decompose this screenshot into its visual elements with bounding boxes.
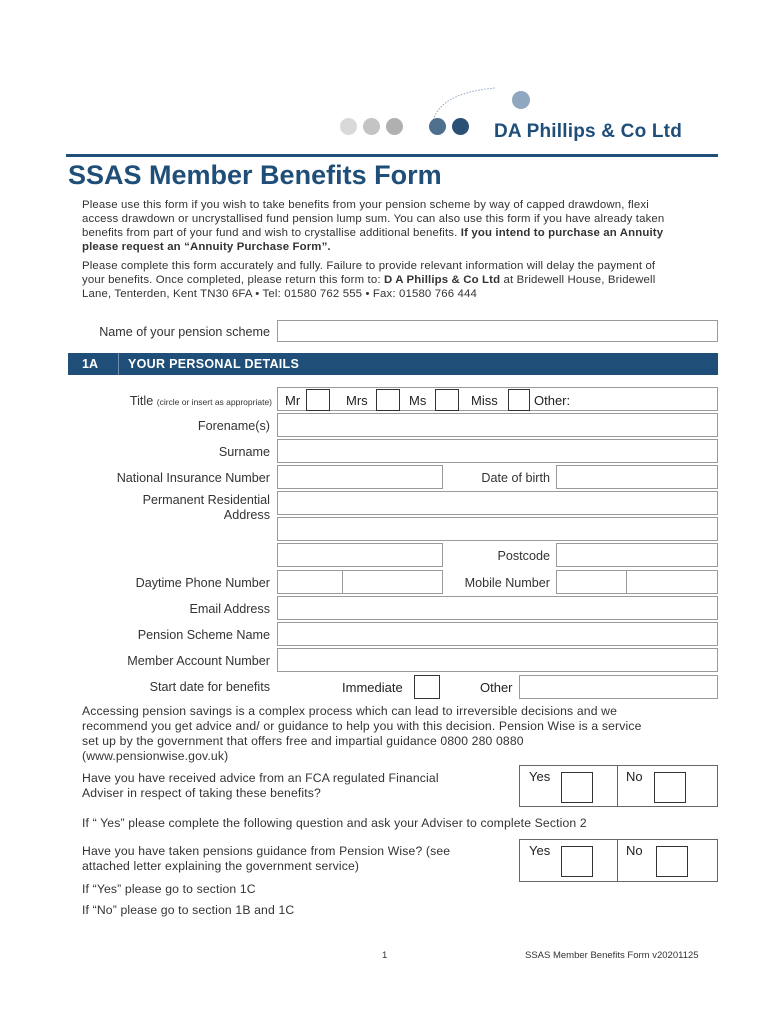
question-fca-advice: Have you have received advice from an FCA regulated Financial Adviser in respect of taking these benefits? [82,771,439,800]
forenames-input[interactable] [277,413,718,437]
question-pension-wise: Have you have taken pensions guidance from Pension Wise? (see attached letter explaining the government service) [82,844,451,873]
guidance-line: Accessing pension savings is a complex process which can lead to irreversible decisions and we [82,704,618,718]
form-title: SSAS Member Benefits Form [68,160,442,190]
guidance-line: recommend you get advice and/ or guidance to help you with this decision. Pension Wise is a service [82,719,642,733]
title-option-miss[interactable]: Miss [471,393,498,408]
logo-dot-icon [429,118,446,135]
title-checkbox-mrs[interactable] [376,389,400,411]
forenames-label: Forename(s) [197,419,270,433]
intro-line: Please complete this form accurately and fully. Failure to provide relevant information will delay the payment of [82,260,656,272]
title-option-other[interactable]: Other: [534,393,571,408]
title-checkbox-mr[interactable] [306,389,330,411]
title-hint: (circle or insert as appropriate) [156,397,272,407]
annuity-note-2: please request an “Annuity Purchase Form”. [82,241,331,253]
q1-divider [617,765,618,807]
q1-no-checkbox[interactable] [654,772,686,803]
q2-no-label: No [626,843,643,858]
logo-dot-icon [363,118,380,135]
immediate-checkbox[interactable] [414,675,440,699]
member-account-input[interactable] [277,648,718,672]
q1-yes-label: Yes [529,769,551,784]
intro-line: Please use this form if you wish to take benefits from your pension scheme by way of capped drawdown, flexi [82,199,649,211]
member-account-label: Member Account Number [127,654,270,668]
daytime-phone-code-input[interactable] [277,570,343,594]
other-label: Other [480,680,513,695]
q2-yes-label: Yes [529,843,551,858]
mobile-code-input[interactable] [556,570,627,594]
title-checkbox-miss[interactable] [508,389,530,411]
annuity-note: If you intend to purchase an Annuity [460,227,664,239]
title-option-ms[interactable]: Ms [409,393,427,408]
guidance-paragraph [82,704,642,764]
postcode-input[interactable] [556,543,718,567]
logo-dots [340,118,475,135]
daytime-phone-input[interactable] [342,570,443,594]
email-label: Email Address [189,602,270,616]
q1-no-label: No [626,769,643,784]
q1-yes-checkbox[interactable] [561,772,593,803]
section-number: 1A [82,357,98,371]
postcode-label: Postcode [497,549,550,563]
dob-input[interactable] [556,465,718,489]
address-line-1-input[interactable] [277,491,718,515]
section-divider [118,353,119,375]
logo-dot-icon [340,118,357,135]
surname-label: Surname [218,445,270,459]
q2-divider [617,839,618,882]
page-number: 1 [382,950,388,961]
scheme-name-label: Pension Scheme Name [137,628,270,642]
intro-line [82,240,664,254]
company-bold: D A Phillips & Co Ltd [384,274,501,286]
q1-note: If “ Yes” please complete the following question and ask your Adviser to complete Section 2 [82,816,587,830]
section-title: YOUR PERSONAL DETAILS [128,357,300,371]
intro-paragraph-2 [82,259,655,301]
title-label: Title (circle or insert as appropriate) [129,394,272,408]
title-option-mr[interactable]: Mr [285,393,301,408]
intro-line: your benefits. Once completed, please return this form to: D A Phillips & Co Ltd at Bridewell House, Bridewell [82,274,656,286]
q2-yes-checkbox[interactable] [561,846,593,877]
dob-label: Date of birth [481,471,550,485]
company-name: DA Phillips & Co Ltd [494,121,683,142]
immediate-label: Immediate [342,680,403,695]
mobile-label: Mobile Number [464,576,550,590]
intro-line: access drawdown or uncrystallised fund pension lump sum. You can also use this form if you have already taken [82,213,665,225]
scheme-name-input[interactable] [277,622,718,646]
no-routing-note: If “No” please go to section 1B and 1C [82,903,295,917]
guidance-line: set up by the government that offers free and impartial guidance 0800 280 0880 [82,734,524,748]
intro-paragraph-1 [82,198,664,254]
header-rule [66,154,718,157]
address-line-3-input[interactable] [277,543,443,567]
logo-dot-icon [452,118,469,135]
guidance-line: (www.pensionwise.gov.uk) [82,749,229,763]
intro-line: Lane, Tenterden, Kent TN30 6FA • Tel: 01580 762 555 • Fax: 01580 766 444 [82,288,477,300]
mobile-input[interactable] [626,570,718,594]
start-date-label: Start date for benefits [149,680,270,694]
ni-number-input[interactable] [277,465,443,489]
pension-scheme-label: Name of your pension scheme [99,325,270,339]
other-start-date-input[interactable] [519,675,718,699]
address-label: Permanent Residential Address [142,493,270,522]
title-checkbox-ms[interactable] [435,389,459,411]
intro-line: benefits from part of your fund and wish to crystallise additional benefits. If you intend to purchase an Annuity [82,227,664,239]
title-option-mrs[interactable]: Mrs [346,393,368,408]
yes-routing-note: If “Yes” please go to section 1C [82,882,256,896]
logo-dot-icon [386,118,403,135]
form-reference: SSAS Member Benefits Form v20201125 [525,950,699,961]
pension-scheme-input[interactable] [277,320,718,342]
daytime-phone-label: Daytime Phone Number [135,576,270,590]
ni-number-label: National Insurance Number [116,471,270,485]
q2-no-checkbox[interactable] [656,846,688,877]
surname-input[interactable] [277,439,718,463]
address-line-2-input[interactable] [277,517,718,541]
email-input[interactable] [277,596,718,620]
